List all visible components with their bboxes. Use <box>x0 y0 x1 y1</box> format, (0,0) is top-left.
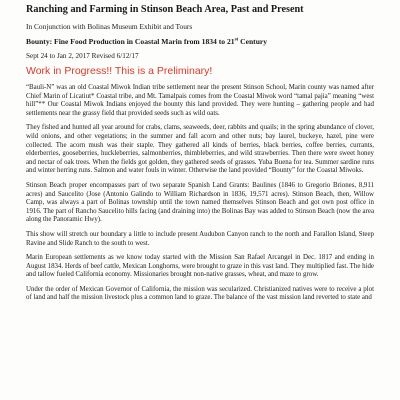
document-title: Ranching and Farming in Stinson Beach Area, Past and Present <box>26 4 304 15</box>
exhibit-heading-end: Century <box>238 37 268 46</box>
paragraph-secularization: Under the order of Mexican Governor of California, the mission was secularized. Christianized natives were to receive a plot of land and half the mission livestock plus a common land to graze. The balance of the vast mission land reverted to state and <box>26 285 374 302</box>
paragraph-land-grants: Stinson Beach proper encompasses part of two separate Spanish Land Grants: Baulines (1846 to Gregorio Briones, 8,911 acres) and Saucelito (Jose (Antonio Galindo to William Richardson in 1836, 19,571 acres). Stinson Beach, then, Willow Camp, was always a part of Bolinas township until the town named themselves Stinson Beach and got own post office in 1916. The part of Rancho Saucelito hills facing (and draining into) the Bolinas Bay was added to Stinson Beach (now the area along the Panoramic Hwy). <box>26 181 374 224</box>
paragraph-miwok-settlement: “Bauli-N” was an old Coastal Miwok Indian tribe settlement near the present Stinson School, Marin county was named after Chief Marin of Licatiut* Coastal tribe, and Mt. Tamalpais comes from the Coastal Miwok word “tamal pajia” meaning “west hill”** Our Coastal Miwok Indians enjoyed the bounty this land provided. They were hunting – gathering people and had settlements near the grassy field that provided seeds such as wild oats. <box>26 84 374 117</box>
paragraph-hunting-gathering: They fished and hunted all year around for crabs, clams, seaweeds, deer, rabbits and quails; in the spring abundance of clover, wild onions, and other vegetations; in the summer and fall acorn and other nuts; bay laurel, buckeye, hazel, pine were collected. The acorn mush was their staple. They gathered all kinds of berries, black berries, coffee berries, currants, elderberries, gooseberries, huckleberries, salmonberries, thimbleberries, and wild strawberries. Then there were sweet honey and nectar of oak trees. When the fields got golden, they gathered seeds of grasses. Yuba Buena for tea. Summer sardine runs and winter herring runs. Salmon and water fouls in winter. Otherwise the land provided “Bounty” for the Coastal Miwoks. <box>26 124 374 175</box>
paragraph-mission-settlements: Marin European settlements as we know today started with the Mission San Rafael Arcangel in Dec. 1817 and ending in August 1834. Herds of beef cattle, Mexican Longhorns, were brought to graze in this vast land. They multiplied fast. The hide and tallow fueled California economy. Missionaries brought non-native grasses, wheat, and maze to grow. <box>26 254 374 279</box>
exhibit-heading-superscript: st <box>234 37 239 43</box>
paragraph-show-boundary: This show will stretch our boundary a little to include present Audubon Canyon ranch to the north and Farallon Island, Steep Ravine and Slide Ranch to the south to west. <box>26 230 374 247</box>
work-in-progress-notice: Work in Progress!! This is a Preliminary! <box>26 65 213 77</box>
document-subtitle: In Conjunction with Bolinas Museum Exhibit and Tours <box>26 22 193 31</box>
exhibit-heading-main: Bounty: Fine Food Production in Coastal Marin from 1834 to 21 <box>26 37 235 46</box>
exhibit-heading <box>26 37 374 46</box>
exhibit-dates: Sept 24 to Jan 2, 2017 Revised 6/12/17 <box>26 52 139 60</box>
